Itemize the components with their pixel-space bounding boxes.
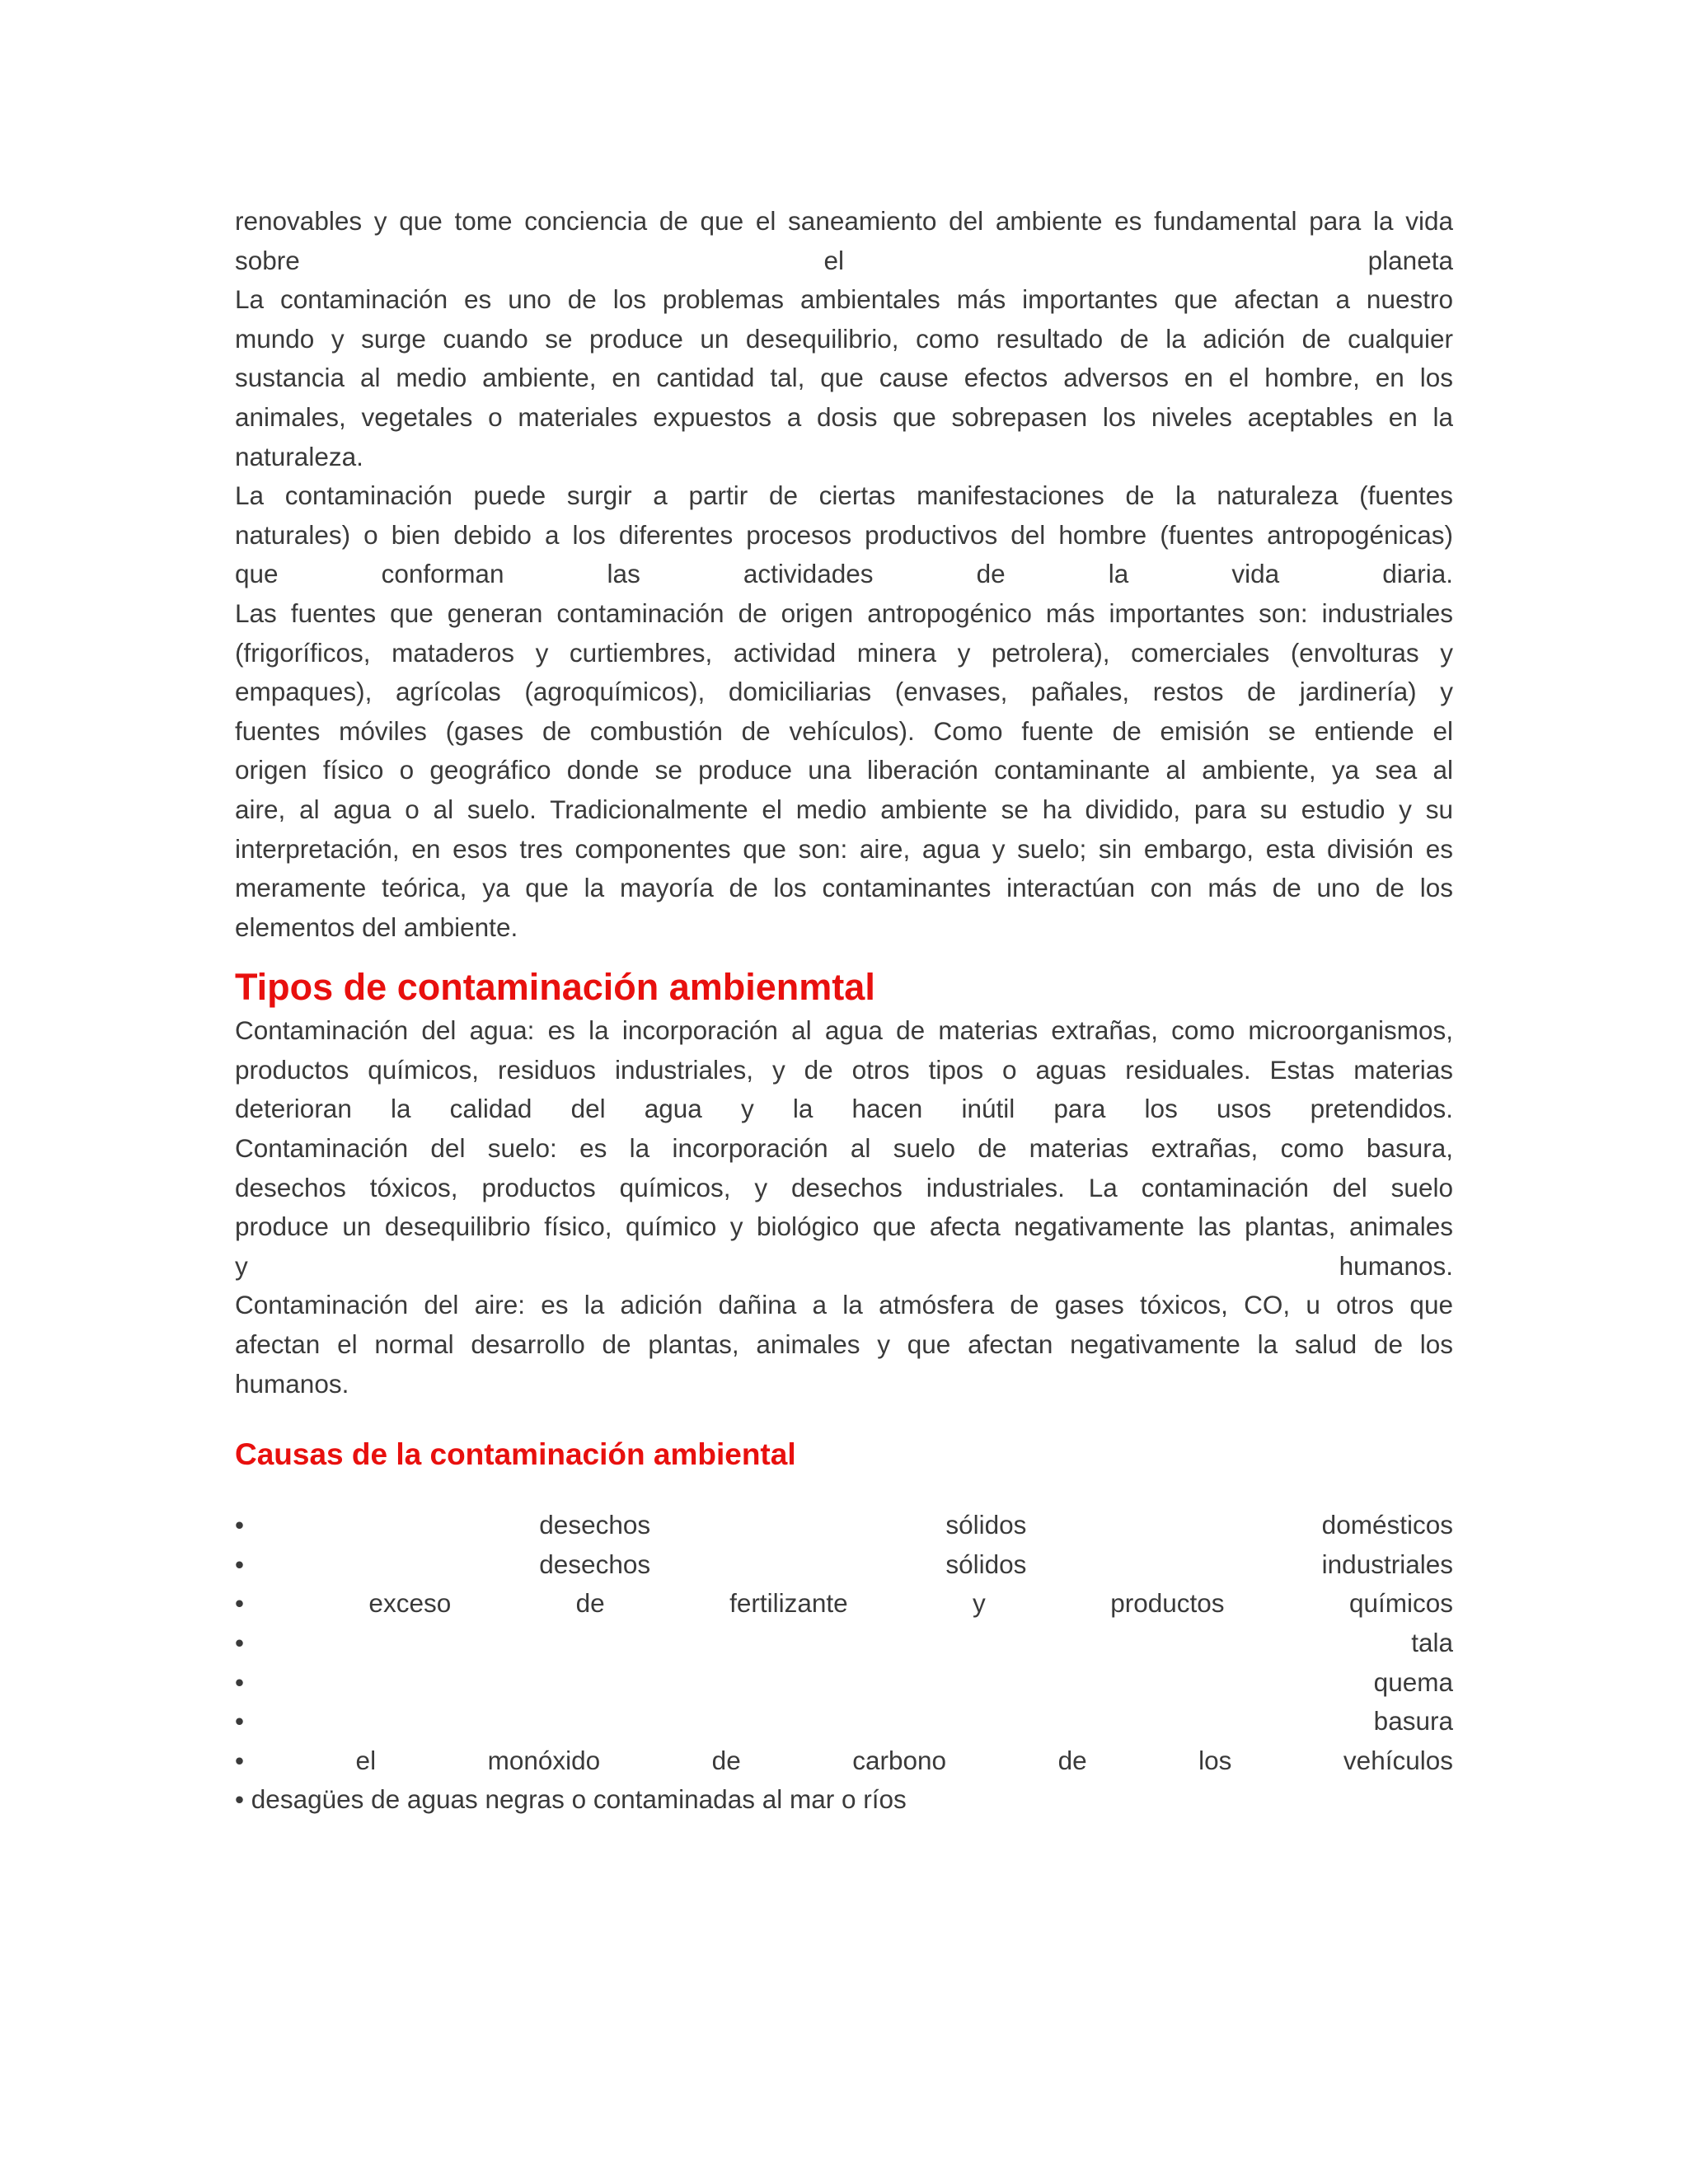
text-line: origen físico o geográfico donde se produce una liberación contaminante al ambiente, ya sea al <box>235 755 1453 785</box>
text-line: renovables y que tome conciencia de que el saneamiento del ambiente es fundamental para la vida <box>235 206 1453 236</box>
list-item: • exceso de fertilizante y productos químicos <box>235 1588 1453 1619</box>
section-heading-causas: Causas de la contaminación ambiental <box>235 1437 796 1472</box>
list-item: • tala <box>235 1628 1453 1657</box>
text-line: y humanos. <box>235 1250 1453 1281</box>
text-line: interpretación, en esos tres componentes que son: aire, agua y suelo; sin embargo, esta división es <box>235 833 1453 864</box>
text-line: humanos. <box>235 1368 349 1399</box>
list-item: • basura <box>235 1706 1453 1736</box>
text-line: deterioran la calidad del agua y la hacen inútil para los usos pretendidos. <box>235 1094 1453 1124</box>
text-line: Contaminación del aire: es la adición dañina a la atmósfera de gases tóxicos, CO, u otros que <box>235 1290 1453 1320</box>
text-line: sobre el planeta <box>235 245 1453 275</box>
list-item: • quema <box>235 1666 1453 1697</box>
text-line: sustancia al medio ambiente, en cantidad tal, que cause efectos adversos en el hombre, en los <box>235 363 1453 393</box>
list-item: • desechos sólidos domésticos <box>235 1510 1453 1540</box>
text-line: afectan el normal desarrollo de plantas, animales y que afectan negativamente la salud de los <box>235 1329 1453 1360</box>
text-line: animales, vegetales o materiales expuestos a dosis que sobrepasen los niveles aceptables en la <box>235 401 1453 432</box>
text-line: naturaleza. <box>235 441 363 471</box>
list-item: • desagües de aguas negras o contaminadas al mar o ríos <box>235 1784 907 1815</box>
text-line: Contaminación del agua: es la incorporación al agua de materias extrañas, como microorganismos, <box>235 1015 1453 1046</box>
text-line: (frigoríficos, mataderos y curtiembres, actividad minera y petrolera), comerciales (envolturas y <box>235 637 1453 668</box>
text-line: Contaminación del suelo: es la incorporación al suelo de materias extrañas, como basura, <box>235 1133 1453 1164</box>
intro-section <box>235 202 1453 947</box>
text-line: fuentes móviles (gases de combustión de vehículos). Como fuente de emisión se entiende el <box>235 715 1453 746</box>
list-item: • el monóxido de carbono de los vehículos <box>235 1745 1453 1775</box>
text-line: desechos tóxicos, productos químicos, y desechos industriales. La contaminación del suelo <box>235 1172 1453 1202</box>
text-line: La contaminación puede surgir a partir de ciertas manifestaciones de la naturaleza (fuentes <box>235 480 1453 511</box>
causas-list <box>235 1506 1453 1820</box>
section-heading-tipos: Tipos de contaminación ambienmtal <box>235 966 875 1009</box>
text-line: naturales) o bien debido a los diferentes procesos productivos del hombre (fuentes antropogénicas) <box>235 519 1453 550</box>
text-line: empaques), agrícolas (agroquímicos), domiciliarias (envases, pañales, restos de jardinería) y <box>235 677 1453 707</box>
text-line: produce un desequilibrio físico, químico y biológico que afecta negativamente las plantas, animales <box>235 1212 1453 1242</box>
text-line: elementos del ambiente. <box>235 912 518 942</box>
text-line: meramente teórica, ya que la mayoría de los contaminantes interactúan con más de uno de los <box>235 873 1453 903</box>
text-line: aire, al agua o al suelo. Tradicionalmente el medio ambiente se ha dividido, para su estudio y su <box>235 794 1453 824</box>
text-line: La contaminación es uno de los problemas ambientales más importantes que afectan a nuestro <box>235 284 1453 315</box>
tipos-section <box>235 1011 1453 1404</box>
document-page <box>235 202 1453 1820</box>
text-line: Las fuentes que generan contaminación de origen antropogénico más importantes son: industriales <box>235 598 1453 628</box>
text-line: productos químicos, residuos industriales, y de otros tipos o aguas residuales. Estas materias <box>235 1054 1453 1085</box>
text-line: que conforman las actividades de la vida diaria. <box>235 559 1453 589</box>
list-item: • desechos sólidos industriales <box>235 1549 1453 1579</box>
text-line: mundo y surge cuando se produce un desequilibrio, como resultado de la adición de cualquier <box>235 323 1453 354</box>
